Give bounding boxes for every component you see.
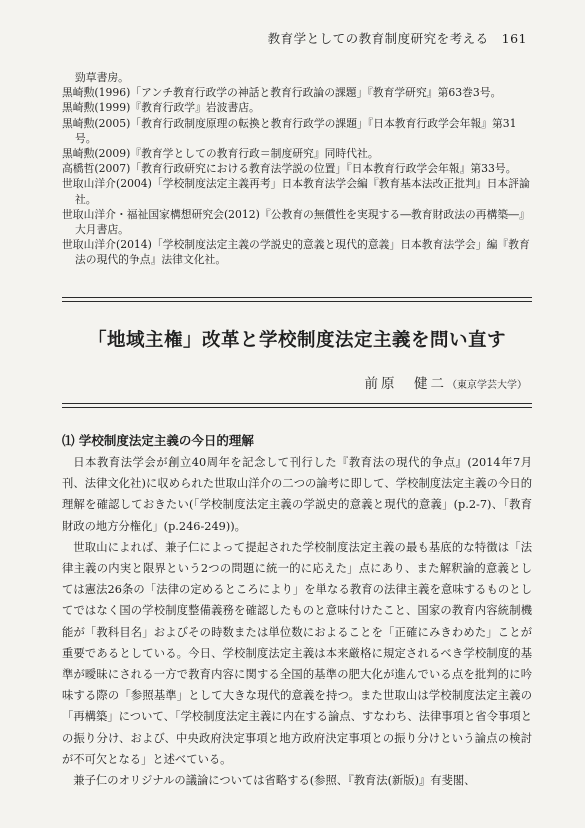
reference-item: 黒崎勲(1999)『教育行政学』岩波書店。 [62, 101, 260, 115]
article-title: 「地域主権」改革と学校制度法定主義を問い直す [87, 330, 506, 351]
page-header: 教育学としての教育制度研究を考える 161 [267, 31, 527, 46]
author [365, 372, 528, 392]
reference-item: 黒崎勲(1996)「アンチ教育行政学の神話と教育行政論の課題」『教育学研究』第63巻3号。 [62, 86, 502, 100]
title-rule-bottom [62, 403, 532, 411]
paragraph: 兼子仁のオリジナルの議論については省略する(参照、『教育法(新版)』有斐閣、 [73, 774, 476, 788]
reference-item: 世取山洋介・福祉国家構想研究会(2012)『公教育の無償性を実現する―教育財政法の再構築―』大月書店。 [62, 207, 530, 237]
section-heading: ⑴ 学校制度法定主義の今日的理解 [62, 433, 254, 448]
reference-item: 世取山洋介(2014)「学校制度法定主義の学説史的意義と現代的意義」日本教育法学会」編『教育法の現代的争点』法律文化社。 [62, 238, 530, 267]
body-text [62, 452, 532, 791]
author-name: 前原 健二 [364, 376, 447, 392]
paragraph: 日本教育法学会が創立40周年を記念して刊行した『教育法の現代的争点』(2014年7月刊、法律文化社)に収められた世取山洋介の二つの論考に即して、学校制度法定主義の今日的理解を確認しておきたい(「学校制度法定主義の学説史的意義と現代的意義」(p.2-7)、「教育財政の地方分権化」(p.246-249))。 [62, 456, 532, 533]
reference-item: 黒崎勲(2009)『教育学としての教育行政＝制度研究』同時代社。 [62, 147, 379, 161]
reference-item: 高橋哲(2007)「教育行政研究における教育法学説の位置」『日本教育行政学会年報』第33号。 [62, 162, 517, 176]
reference-item: 黒崎勲(2005)「教育行政制度原理の転換と教育行政学の課題」『日本教育行政学会年報』第31号。 [62, 116, 517, 145]
paragraph: 世取山によれば、兼子仁によって提起された学校制度法定主義の最も基底的な特徴は「法律主義の内実と限界という2つの問題に統一的に応えた」点にあり、また解釈論的意義としては憲法26条の「法律の定めるところにより」を単なる教育の法律主義を意味するものとしてではなく国の学校制度整備義務を確認したものと意味付けたこと、国家の教育内容統制機能が「教科目名」およびその時数または単位数におよることを「正確にみきわめた」ことが重要であるとしている。今日、学校制度法定主義は本来厳格に規定されるべき学校制度的基準が曖昧にされる一方で教育内容に関する全国的基準の肥大化が進んでいる点を批判的に吟味する際の「参照基準」として大きな現代的意義を持つ。また世取山は学校制度法定主義の「再構築」について、「学校制度法定主義に内在する論点、すなわち、法律事項と省令事項との振り分け、および、中央政府決定事項と地方政府決定事項との振り分けという論点の検討が不可欠となる」と述べている。 [62, 540, 532, 766]
reference-item: 世取山洋介(2004)「学校制度法定主義再考」日本教育法学会編『教育基本法改正批判』日本評論社。 [62, 177, 530, 206]
author-affiliation: （東京学芸大学） [447, 380, 527, 391]
title-rule-top [62, 297, 532, 305]
reference-item: 勁草書房。 [75, 71, 129, 84]
reference-list [62, 70, 532, 268]
